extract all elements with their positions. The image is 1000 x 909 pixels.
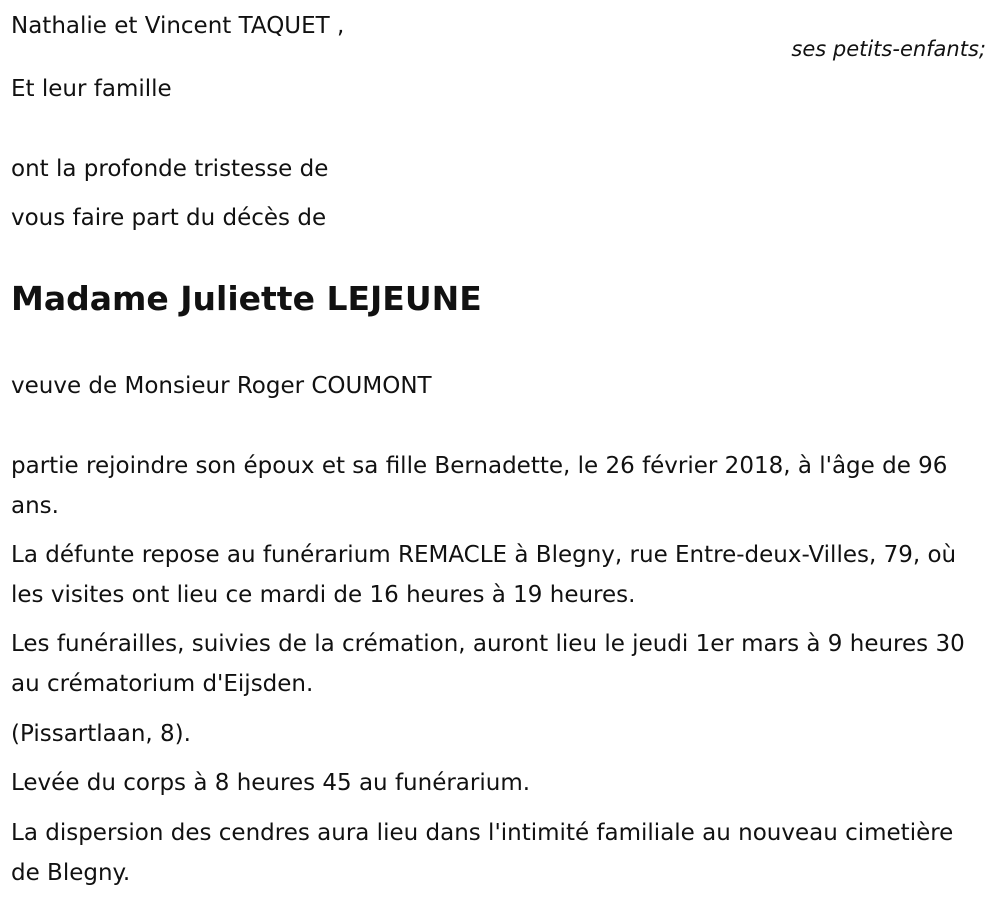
passing-paragraph: partie rejoindre son époux et sa fille Bernadette, le 26 février 2018, à l'âge de 96 ans. (11, 453, 948, 519)
funeral-paragraph: Les funérailles, suivies de la crémation, auront lieu le jeudi 1er mars à 9 heures 30 au crématorium d'Eijsden. (11, 631, 965, 697)
address-paragraph: (Pissartlaan, 8). (11, 721, 191, 747)
announcement-line-2: vous faire part du décès de (11, 205, 327, 231)
repose-paragraph: La défunte repose au funérarium REMACLE à Blegny, rue Entre-deux-Villes, 79, où les visites ont lieu ce mardi de 16 heures à 19 heures. (11, 542, 957, 608)
dispersion-paragraph: La dispersion des cendres aura lieu dans l'intimité familiale au nouveau cimetière de Blegny. (11, 820, 954, 886)
announcement-line-1: ont la profonde tristesse de (11, 156, 329, 182)
grandchildren-note: ses petits-enfants; (791, 37, 986, 61)
family-line-1: Nathalie et Vincent TAQUET , (11, 13, 345, 39)
deceased-name: Madame Juliette LEJEUNE (11, 279, 482, 318)
levee-paragraph: Levée du corps à 8 heures 45 au funérarium. (11, 770, 531, 796)
family-line-2: Et leur famille (11, 76, 172, 102)
widow-of-line: veuve de Monsieur Roger COUMONT (11, 373, 432, 399)
